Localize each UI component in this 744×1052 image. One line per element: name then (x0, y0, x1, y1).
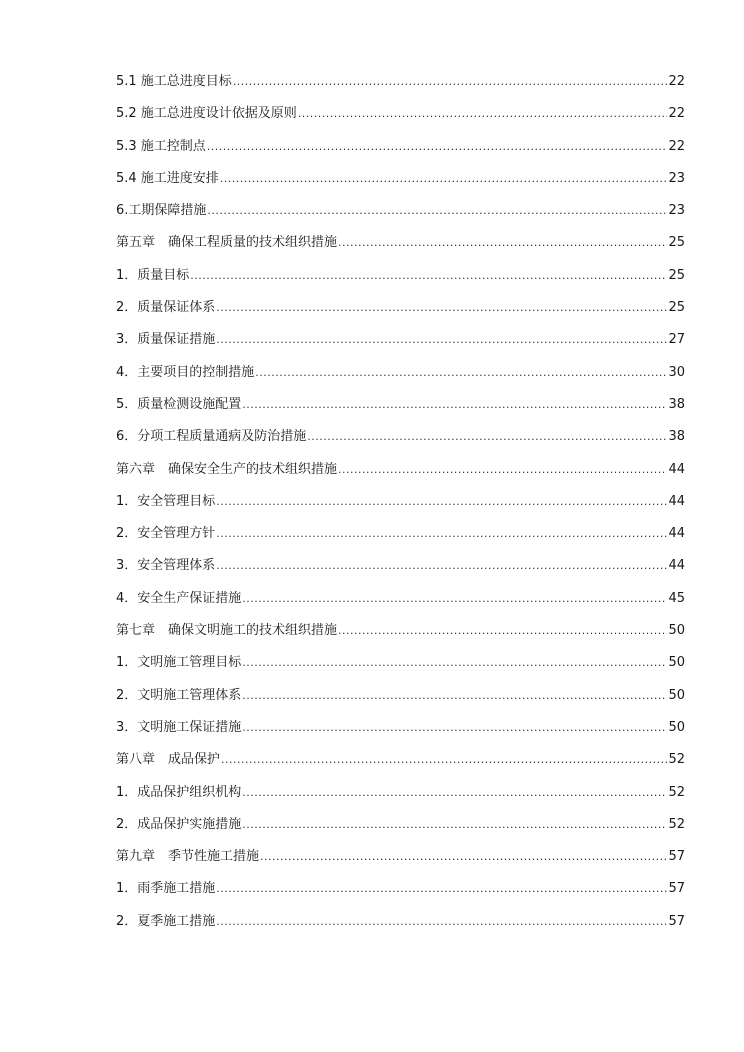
toc-entry[interactable] (116, 550, 685, 582)
toc-entry-page-number: 44 (668, 526, 685, 542)
toc-entry-page-number: 25 (668, 300, 685, 316)
toc-dot-leader (298, 98, 668, 130)
toc-dot-leader (242, 777, 667, 809)
toc-entry-page-number: 23 (668, 203, 685, 219)
toc-entry-page-number: 27 (668, 332, 685, 348)
toc-entry-title: 5.2 施工总进度设计依据及原则 (116, 106, 297, 122)
toc-entry[interactable] (116, 518, 685, 550)
toc-entry[interactable] (116, 486, 685, 518)
toc-entry[interactable] (116, 906, 685, 938)
toc-entry-title: 5.3 施工控制点 (116, 138, 206, 154)
toc-entry-page-number: 23 (668, 170, 685, 186)
toc-entry-title: 4．主要项目的控制措施 (116, 364, 255, 380)
toc-entry[interactable] (116, 615, 685, 647)
toc-dot-leader (242, 583, 667, 615)
toc-entry-page-number: 38 (668, 429, 685, 445)
toc-dot-leader (216, 518, 667, 550)
toc-entry-title: 第六章 确保安全生产的技术组织措施 (116, 461, 338, 477)
toc-entry[interactable] (116, 647, 685, 679)
toc-entry[interactable] (116, 260, 685, 292)
toc-entry-page-number: 57 (668, 849, 685, 865)
toc-entry-title: 1．文明施工管理目标 (116, 655, 242, 671)
toc-entry-title: 第七章 确保文明施工的技术组织措施 (116, 623, 338, 639)
toc-dot-leader (338, 454, 667, 486)
toc-entry-title: 5.1 施工总进度目标 (116, 74, 232, 89)
toc-entry-page-number: 30 (668, 364, 685, 380)
toc-entry-page-number: 52 (668, 816, 685, 832)
toc-entry[interactable] (116, 195, 685, 227)
toc-dot-leader (216, 486, 667, 518)
toc-entry[interactable] (116, 131, 685, 163)
toc-entry-title: 第九章 季节性施工措施 (116, 849, 260, 865)
toc-dot-leader (216, 873, 667, 905)
toc-entry-title: 1．成品保护组织机构 (116, 784, 242, 800)
toc-entry-page-number: 22 (668, 106, 685, 122)
toc-entry-title: 2．安全管理方针 (116, 526, 216, 542)
toc-entry[interactable] (116, 389, 685, 421)
toc-entry-title: 第五章 确保工程质量的技术组织措施 (116, 235, 338, 251)
toc-entry[interactable] (116, 163, 685, 195)
toc-entry-title: 2．成品保护实施措施 (116, 816, 242, 832)
toc-dot-leader (216, 550, 667, 582)
toc-entry[interactable] (116, 324, 685, 356)
toc-entry[interactable] (116, 583, 685, 615)
toc-entry[interactable] (116, 680, 685, 712)
toc-dot-leader (216, 906, 667, 938)
toc-dot-leader (221, 744, 667, 776)
toc-entry-title: 3．质量保证措施 (116, 332, 216, 348)
toc-dot-leader (216, 292, 667, 324)
toc-entry-title: 4．安全生产保证措施 (116, 590, 242, 606)
toc-entry-page-number: 57 (668, 913, 685, 929)
toc-entry-title: 2．夏季施工措施 (116, 913, 216, 929)
toc-entry-page-number: 38 (668, 396, 685, 412)
toc-entry[interactable] (116, 454, 685, 486)
toc-entry-page-number: 22 (668, 138, 685, 154)
toc-entry[interactable] (116, 66, 685, 98)
toc-dot-leader (260, 841, 667, 873)
toc-entry[interactable] (116, 98, 685, 130)
toc-entry[interactable] (116, 357, 685, 389)
toc-entry-title: 6.工期保障措施 (116, 203, 207, 219)
toc-entry-title: 3．安全管理体系 (116, 558, 216, 574)
toc-entry[interactable] (116, 744, 685, 776)
toc-entry-page-number: 45 (668, 590, 685, 606)
toc-dot-leader (233, 66, 668, 98)
toc-dot-leader (220, 163, 668, 195)
toc-dot-leader (242, 680, 667, 712)
toc-entry-page-number: 52 (668, 784, 685, 800)
toc-dot-leader (338, 227, 667, 259)
toc-entry-page-number: 44 (668, 461, 685, 477)
toc-entry-title: 1．安全管理目标 (116, 493, 216, 509)
toc-entry-page-number: 50 (668, 687, 685, 703)
toc-entry-title: 6．分项工程质量通病及防治措施 (116, 429, 307, 445)
toc-entry[interactable] (116, 227, 685, 259)
toc-entry-title: 5．质量检测设施配置 (116, 396, 242, 412)
table-of-contents (116, 66, 685, 938)
toc-entry-page-number: 44 (668, 493, 685, 509)
toc-entry-page-number: 50 (668, 623, 685, 639)
toc-entry[interactable] (116, 809, 685, 841)
toc-dot-leader (190, 260, 667, 292)
toc-dot-leader (216, 324, 667, 356)
toc-entry-title: 2．质量保证体系 (116, 300, 216, 316)
toc-entry-page-number: 50 (668, 719, 685, 735)
toc-entry-title: 第八章 成品保护 (116, 752, 221, 768)
toc-dot-leader (307, 421, 667, 453)
toc-entry-title: 2．文明施工管理体系 (116, 687, 242, 703)
toc-dot-leader (255, 357, 667, 389)
toc-dot-leader (242, 809, 667, 841)
toc-dot-leader (207, 131, 668, 163)
toc-entry-page-number: 57 (668, 881, 685, 897)
toc-entry-title: 5.4 施工进度安排 (116, 170, 219, 186)
toc-entry-page-number: 44 (668, 558, 685, 574)
toc-dot-leader (338, 615, 667, 647)
toc-dot-leader (207, 195, 667, 227)
toc-entry[interactable] (116, 292, 685, 324)
toc-entry-title: 1．质量目标 (116, 267, 190, 283)
toc-entry[interactable] (116, 777, 685, 809)
toc-entry[interactable] (116, 841, 685, 873)
toc-entry[interactable] (116, 712, 685, 744)
toc-dot-leader (242, 389, 667, 421)
toc-entry-title: 3．文明施工保证措施 (116, 719, 242, 735)
toc-entry-page-number: 22 (668, 74, 685, 89)
toc-entry[interactable] (116, 873, 685, 905)
toc-entry-page-number: 25 (668, 235, 685, 251)
toc-dot-leader (242, 647, 667, 679)
toc-entry-page-number: 50 (668, 655, 685, 671)
toc-entry-page-number: 25 (668, 267, 685, 283)
toc-entry-page-number: 52 (668, 752, 685, 768)
toc-entry-title: 1．雨季施工措施 (116, 881, 216, 897)
toc-entry[interactable] (116, 421, 685, 453)
toc-dot-leader (242, 712, 667, 744)
